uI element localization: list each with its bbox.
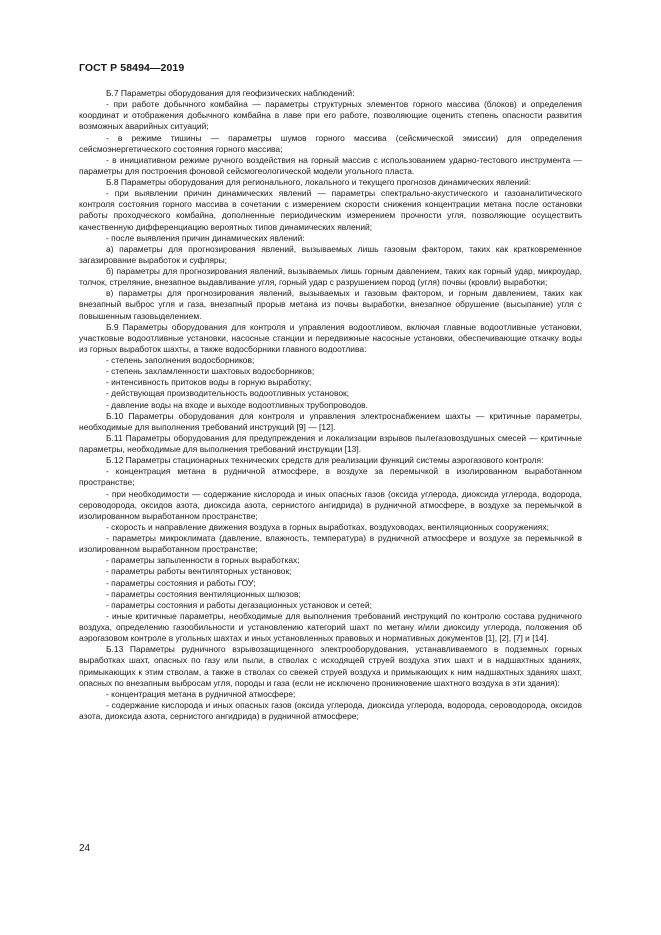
paragraph: - параметры работы вентиляторных установок; <box>106 566 292 577</box>
paragraph: - действующая производительность водоотливных установок; <box>106 388 350 399</box>
paragraph: - в инициативном режиме ручного воздействия на горный массив с использованием ударно-тестового инструмента — параметры для построения фоновой сейсмогеологической модели угольного пласта. <box>79 154 582 176</box>
paragraph: Б.13 Параметры рудничного взрывозащищенного электрооборудования, устанавливаемого в подземных горных выработках шахт, опасных по газу или пыли, в стволах с исходящей струей воздуха этих шахт и в надшахтных зданиях, примыкающих к этим стволам, а также в стволах со свежей струей воздуха и примыкающих к ним надшахтных зданиях шахт, опасных по внезапным выбросам угля, породы и газа (если не исключено проникновение шахтного воздуха в эти здания): <box>79 644 582 688</box>
paragraph: - степень заполнения водосборников; <box>106 355 255 365</box>
paragraph: - содержание кислорода и иных опасных газов (оксида углерода, диоксида углерода, водорода, сероводорода, оксидов азота, диоксида азота, сернистого ангидрида) в рудничной атмосфере; <box>79 699 582 721</box>
paragraph: Б.11 Параметры оборудования для предупреждения и локализации взрывов пылегазовоздушных смесей — критичные параметры, необходимые для выполнения требований инструкции [13]. <box>79 432 582 454</box>
paragraph: - параметры состояния и работы дегазационных установок и сетей; <box>106 599 372 610</box>
paragraph: - давление воды на входе и выходе водоотливных трубопроводов. <box>106 399 368 410</box>
paragraph: а) параметры для прогнозирования явлений, вызываемых лишь газовым фактором, таких как кратковременное загазирование выработок и суфляры; <box>79 243 582 265</box>
paragraph: Б.12 Параметры стационарных технических средств для реализации функций системы аэрогазового контроля: <box>106 455 544 466</box>
document-body <box>79 88 582 722</box>
paragraph: - при выявлении причин динамических явлений — параметры спектрально-акустического и газоаналитического контроля состояния горного массива в сочетании с измерением скорости снижения концентрации метана после остановки работы проходческого комбайна, дополненные периодическим измерением прочности угля, позволяющие осуществить качественную дифференциацию вероятных типов динамических явлений; <box>79 188 582 232</box>
paragraph: б) параметры для прогнозирования явлений, вызываемых лишь горным давлением, таких как горный удар, микроудар, толчок, стреляние, внезапное выдавливание угля, горный удар с разрушением пород (угля) почвы (кровли) выработки; <box>79 266 582 288</box>
paragraph: - иные критичные параметры, необходимые для выполнения требований инструкций по контролю состава рудничного воздуха, определению газообильности и установлению категорий шахт по метану и/или диоксиду углерода, положения об аэрогазовом контроле в угольных шахтах и иных установленных правовых и нормативных документов [1], [2], [7] и [14]. <box>79 610 582 644</box>
paragraph: - в режиме тишины — параметры шумов горного массива (сейсмической эмиссии) для определения сейсмоэнергетического состояния горного массива; <box>79 132 582 154</box>
paragraph: - интенсивность притоков воды в горную выработку; <box>106 377 312 388</box>
paragraph: Б.8 Параметры оборудования для регионального, локального и текущего прогнозов динамических явлений: <box>106 177 532 187</box>
paragraph: - параметры состояния и работы ГОУ; <box>106 577 256 588</box>
document-header: ГОСТ Р 58494—2019 <box>79 62 185 74</box>
paragraph: Б.7 Параметры оборудования для геофизических наблюдений: <box>106 88 355 98</box>
page-number: 24 <box>79 843 91 854</box>
paragraph: - после выявления причин динамических явлений: <box>106 232 305 243</box>
paragraph: - степень захламленности шахтовых водосборников; <box>106 366 315 377</box>
paragraph: - концентрация метана в рудничной атмосфере; <box>106 688 296 699</box>
paragraph: - при работе добычного комбайна — параметры структурных элементов горного массива (блоков) и определения координат и отображения добычного комбайна в лаве при его работе, позволяющие оценить степень опасности развития возможных аварийных ситуаций; <box>79 99 582 132</box>
paragraph: в) параметры для прогнозирования явлений, вызываемых и газовым фактором, и горным давлением, таких как внезапный выброс угля и газа, внезапный прорыв метана из почвы выработки, внезапное обрушение (высыпание) угля с повышенным газовыделением. <box>79 288 582 321</box>
paragraph: - при необходимости — содержание кислорода и иных опасных газов (оксида углерода, диоксида углерода, водорода, сероводорода, оксидов азота, диоксида азота, сернистого ангидрида) в рудничной атмосфере, в воздухе за перемычкой в изолированном выработанном пространстве; <box>79 488 582 521</box>
paragraph: - параметры состояния вентиляционных шлюзов; <box>106 588 301 599</box>
paragraph: - параметры микроклимата (давление, влажность, температура) в рудничной атмосфере и воздухе за перемычкой в изолированном выработанном пространстве; <box>79 533 582 555</box>
paragraph: Б.9 Параметры оборудования для контроля и управления водоотливом, включая главные водоотливные установки, участковые водоотливные установки, насосные станции и передвижные насосные установки, обеспечивающие откачку воды из горных выработок шахты, а также водосборники главного водоотлива: <box>79 321 582 354</box>
paragraph: - скорость и направление движения воздуха в горных выработках, воздуховодах, вентиляционных сооружениях; <box>106 521 549 532</box>
paragraph: - концентрация метана в рудничной атмосфере, в воздухе за перемычкой в изолированном выработанном пространстве; <box>79 466 582 488</box>
paragraph: Б.10 Параметры оборудования для контроля и управления электроснабжением шахты — критичные параметры, необходимые для выполнения требований инструкций [9] — [12]. <box>79 410 582 432</box>
paragraph: - параметры запыленности в горных выработках; <box>106 555 300 566</box>
